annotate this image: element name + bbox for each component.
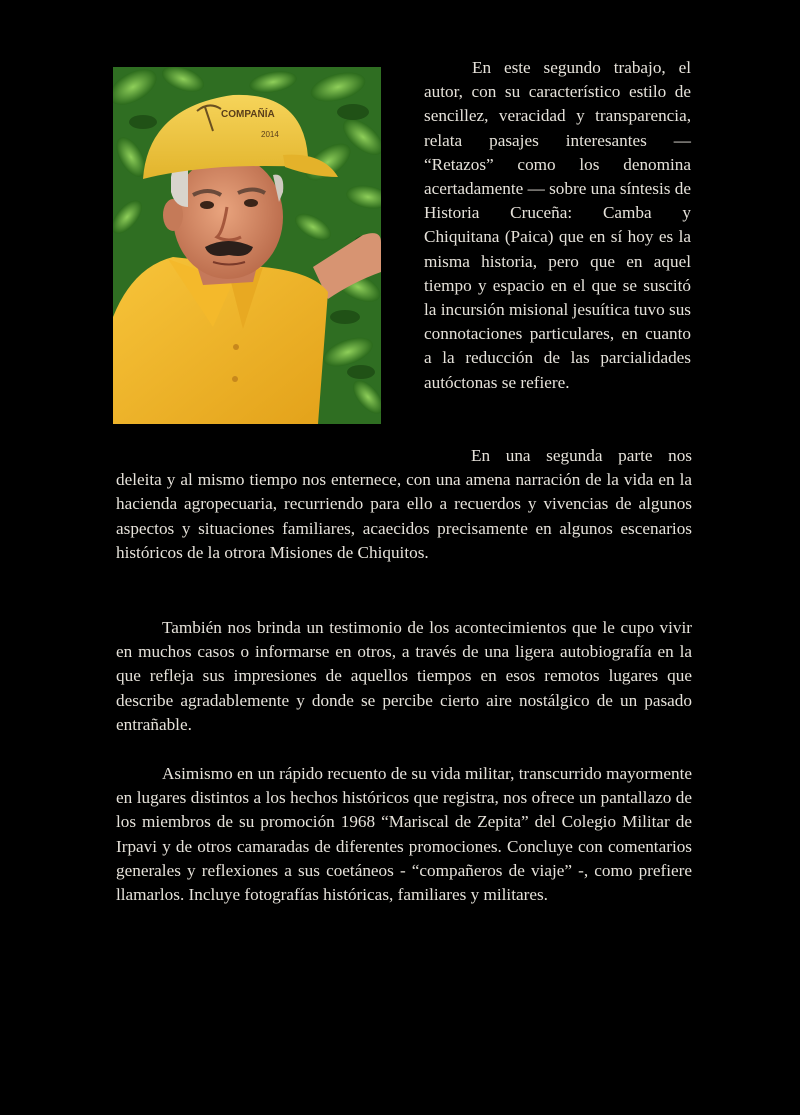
cap-year: 2014 bbox=[261, 130, 279, 139]
paragraph-vida-militar: Asimismo en un rápido recuento de su vida militar, transcurrido mayormente en lugares distintos a los hechos históricos que registra, nos ofrece un pantallazo de los miembros de su promoción 1968 “Mariscal de Zepita” del Colegio Militar de Irpavi y de otros camaradas de diferentes promociones. Concluye con comentarios generales y reflexiones a sus coetáneos - “compañeros de viaje” -, como prefiere llamarlos. Incluye fotografías históricas, familiares y militares. bbox=[116, 764, 692, 905]
paragraph-testimonio: También nos brinda un testimonio de los acontecimientos que le cupo vivir en muchos casos o informarse en otros, a través de una ligera autobiografía en la que refleja sus impresiones de aquellos tiempos en esos remotos lugares que describe agradablemente y donde se percibe cierto aire nostálgico de un pasado entrañable. bbox=[116, 618, 692, 734]
paragraph-intro: En este segundo trabajo, el autor, con su característico estilo de sencillez, veracidad y transparencia, relata pasajes interesantes — “Retazos” como los denomina acertadamente — sobre una síntesis de Historia Cruceña: Camba y Chiquitana (Paica) que en sí hoy es la misma historia, pero que en aquel tiempo y espacio en el que se suscitó la incursión misional jesuítica tuvo sus connotaciones particulares, en cuanto a la reducción de las parcialidades autóctonas se refiere. bbox=[424, 58, 691, 392]
author-photo bbox=[113, 67, 381, 424]
author-portrait-image bbox=[113, 67, 381, 424]
cap-text: COMPAÑÍA bbox=[221, 109, 275, 120]
paragraph-hacienda: En una segunda parte nos deleita y al mismo tiempo nos enternece, con una amena narración de la vida en la hacienda agropecuaria, recurriendo para ello a recuerdos y vivencias de algunos aspectos y situaciones familiares, acaecidos precisamente en algunos escenarios históricos de la otrora Misiones de Chiquitos. bbox=[116, 446, 692, 562]
